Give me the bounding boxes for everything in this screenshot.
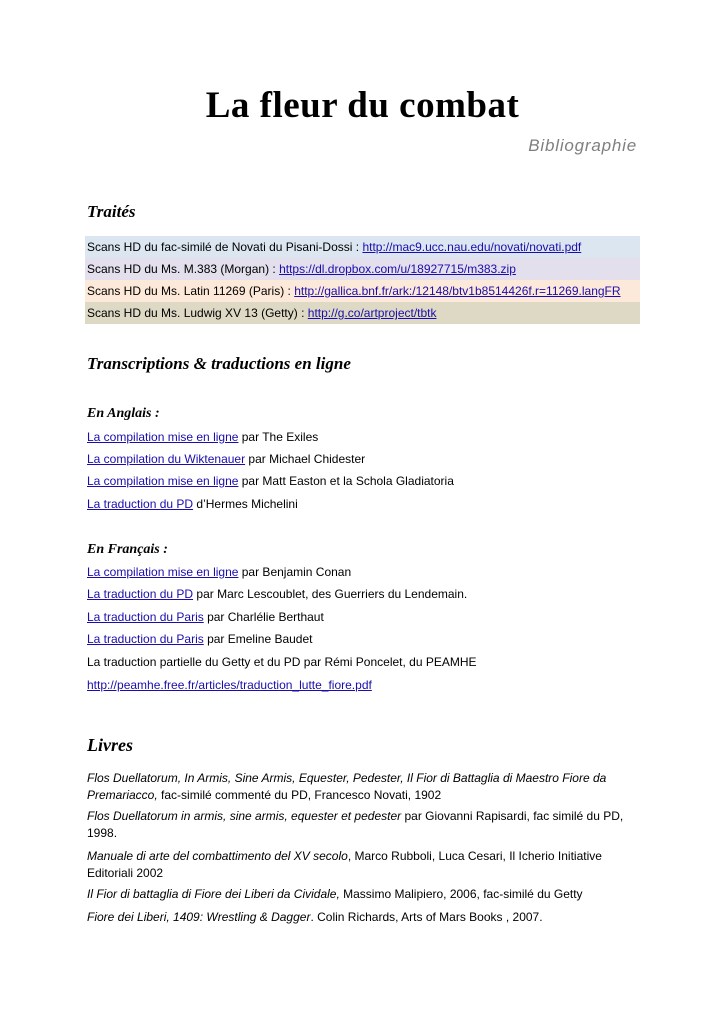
item-link[interactable]: La compilation mise en ligne <box>87 430 239 444</box>
scan-row-text: Scans HD du Ms. M.383 (Morgan) : <box>87 262 280 276</box>
book-details: , Marco Rubboli, Luca Cesari, Il Icherio Initiative Editoriali 2002 <box>87 849 602 880</box>
list-item <box>87 609 324 625</box>
scan-link-paris[interactable]: http://gallica.bnf.fr/ark:/12148/btv1b8514426f.r=11269.langFR <box>294 284 621 298</box>
book-title: Flos Duellatorum, In Armis, Sine Armis, Equester, Pedester, Il Fior di Battaglia di Maestro Fiore da Premariacco, <box>87 771 607 802</box>
list-item <box>87 473 454 489</box>
book-title: Flos Duellatorum in armis, sine armis, equester et pedester <box>87 809 402 823</box>
item-link[interactable]: La traduction du PD <box>87 497 194 511</box>
item-link[interactable]: La compilation mise en ligne <box>87 474 239 488</box>
list-item <box>87 451 365 467</box>
list-item <box>87 586 467 602</box>
book-title: Fiore dei Liberi, 1409: Wrestling & Dagger <box>87 910 311 924</box>
book-entry <box>87 770 632 804</box>
item-link[interactable]: La traduction du Paris <box>87 632 204 646</box>
book-title: Il Fior di battaglia di Fiore dei Liberi da Cividale, <box>87 887 340 901</box>
item-link[interactable]: La compilation du Wiktenauer <box>87 452 246 466</box>
scan-row-text: Scans HD du fac-similé de Novati du Pisani-Dossi : <box>87 240 363 254</box>
getty-pd-note: La traduction partielle du Getty et du PD par Rémi Poncelet, du PEAMHE <box>87 655 477 669</box>
book-details: . Colin Richards, Arts of Mars Books , 2007. <box>310 910 543 924</box>
item-text: par Emeline Baudet <box>203 632 313 646</box>
scan-link-novati[interactable]: http://mac9.ucc.nau.edu/novati/novati.pdf <box>362 240 582 254</box>
subheading-en-francais: En Français : <box>87 542 168 557</box>
section-heading-livres: Livres <box>87 735 133 755</box>
item-text: d’Hermes Michelini <box>193 497 298 511</box>
book-entry <box>87 886 632 903</box>
peamhe-link-line <box>87 677 372 693</box>
list-item <box>87 496 298 512</box>
scan-row-text: Scans HD du Ms. Ludwig XV 13 (Getty) : <box>87 306 308 320</box>
book-title: Manuale di arte del combattimento del XV secolo <box>87 849 348 863</box>
book-entry <box>87 909 632 926</box>
section-heading-transcriptions: Transcriptions & traductions en ligne <box>87 354 351 373</box>
list-item <box>87 631 312 647</box>
item-text: par Charlélie Berthaut <box>203 610 324 624</box>
scan-row-novati <box>85 236 640 258</box>
scan-row-paris <box>85 280 640 302</box>
item-text: par Michael Chidester <box>245 452 366 466</box>
book-entry <box>87 808 632 842</box>
scan-row-getty <box>85 302 640 324</box>
book-details: fac-similé commenté du PD, Francesco Novati, 1902 <box>157 788 442 802</box>
item-text: par The Exiles <box>238 430 319 444</box>
subheading-en-anglais: En Anglais : <box>87 406 160 421</box>
document-title: La fleur du combat <box>205 85 520 126</box>
book-details: Massimo Malipiero, 2006, fac-similé du Getty <box>339 887 583 901</box>
list-item <box>87 429 318 445</box>
scan-row-text: Scans HD du Ms. Latin 11269 (Paris) : <box>87 284 295 298</box>
book-details: par Giovanni Rapisardi, fac similé du PD, 1998. <box>87 809 624 840</box>
item-link[interactable]: La traduction du Paris <box>87 610 204 624</box>
book-entry <box>87 848 632 882</box>
item-link[interactable]: La compilation mise en ligne <box>87 565 239 579</box>
scan-link-getty[interactable]: http://g.co/artproject/tbtk <box>307 306 437 320</box>
scan-link-morgan[interactable]: https://dl.dropbox.com/u/18927715/m383.zip <box>279 262 516 276</box>
item-text: par Matt Easton et la Schola Gladiatoria <box>238 474 454 488</box>
list-item <box>87 564 351 580</box>
item-text: par Benjamin Conan <box>238 565 352 579</box>
scan-row-morgan <box>85 258 640 280</box>
item-link[interactable]: La traduction du PD <box>87 587 194 601</box>
peamhe-link[interactable]: http://peamhe.free.fr/articles/traduction_lutte_fiore.pdf <box>87 678 372 692</box>
item-text: par Marc Lescoublet, des Guerriers du Lendemain. <box>193 587 468 601</box>
document-subtitle: Bibliographie <box>528 136 637 155</box>
section-heading-traites: Traités <box>87 202 136 221</box>
